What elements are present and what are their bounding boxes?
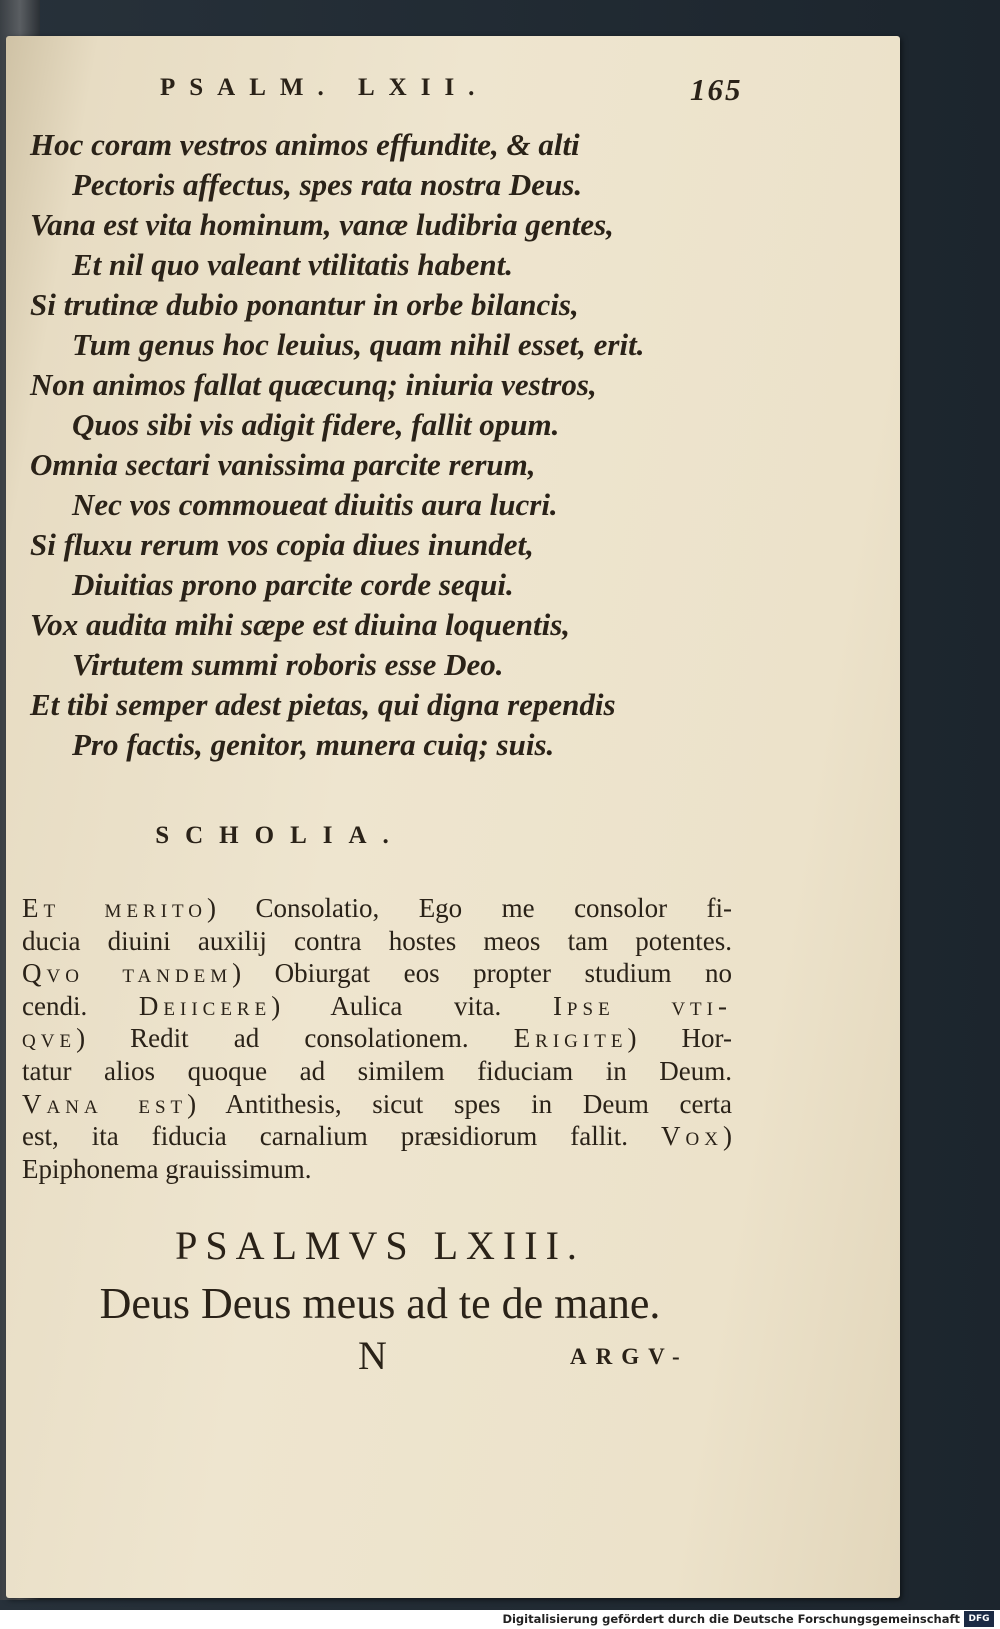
- lemma: qve: [22, 1023, 77, 1054]
- lemma: Qvo tandem: [22, 958, 233, 989]
- verse-line: Pectoris affectus, spes rata nostra Deus.: [72, 167, 583, 202]
- gloss: ) Redit ad consolationem.: [76, 1023, 514, 1054]
- running-head-title: PSALM. LXII.: [160, 74, 489, 101]
- scholia-line: [22, 925, 732, 958]
- verse-line: Diuitias prono parcite corde sequi.: [72, 567, 514, 602]
- gloss: est, ita fiducia carnalium præsidiorum fallit.: [22, 1121, 662, 1152]
- scholia-heading: SCHOLIA.: [155, 822, 405, 849]
- psalm-title: PSALMVS LXIII.: [175, 1223, 585, 1268]
- drop-capital: N: [358, 1333, 387, 1378]
- gloss: ducia diuini auxilij contra hostes meos tam potentes.: [22, 925, 732, 956]
- scholia-line: [22, 1055, 732, 1088]
- catchword: ARGV-: [570, 1344, 689, 1369]
- verse-line: Si fluxu rerum vos copia diues inundet,: [30, 527, 534, 562]
- gloss: ) Obiurgat eos propter studium no: [232, 958, 732, 989]
- gloss: ) Hor-: [627, 1023, 732, 1054]
- verse-line: Virtutem summi roboris esse Deo.: [72, 647, 504, 682]
- verse-line: Vana est vita hominum, vanæ ludibria gentes,: [30, 207, 614, 242]
- poem: [30, 125, 750, 765]
- gloss: Epiphonema grauissimum.: [22, 1153, 312, 1184]
- gloss: ) Consolatio, Ego me consolor fi-: [207, 893, 732, 923]
- gloss: ) Antithesis, sicut spes in Deum certa: [187, 1088, 732, 1119]
- verse-line: Tum genus hoc leuius, quam nihil esset, erit.: [72, 327, 645, 362]
- gloss: cendi.: [22, 990, 139, 1021]
- lemma: Et merito: [22, 893, 208, 923]
- scholia-line: [22, 1120, 732, 1153]
- lemma: Ipse vti-: [552, 990, 732, 1021]
- verse-line: Omnia sectari vanissima parcite rerum,: [30, 447, 536, 482]
- gloss: ): [723, 1121, 732, 1152]
- verse-line: Pro factis, genitor, munera cuiq; suis.: [72, 727, 555, 762]
- verse-line: Vox audita mihi sæpe est diuina loquentis,: [30, 607, 571, 642]
- footer-credit: Digitalisierung gefördert durch die Deutsche Forschungsgemeinschaft: [502, 1612, 960, 1626]
- scholia-line: [22, 1022, 732, 1055]
- verse-line: Et tibi semper adest pietas, qui digna rependis: [30, 687, 616, 722]
- verse-line: Quos sibi vis adigit fidere, fallit opum.: [72, 407, 560, 442]
- psalm-incipit: Deus Deus meus ad te de mane.: [99, 1279, 661, 1328]
- running-head: [160, 74, 860, 114]
- gloss: tatur alios quoque ad similem fiduciam in Deum.: [22, 1055, 732, 1086]
- scholia-line: [22, 892, 732, 925]
- scholia-line: [22, 1088, 732, 1121]
- lemma: Vana est: [22, 1088, 188, 1119]
- lemma: Erigite: [513, 1023, 628, 1054]
- scholia-body: [22, 892, 732, 1185]
- dfg-logo-icon: DFG: [964, 1611, 994, 1627]
- verse-line: Hoc coram vestros animos effundite, & alti: [30, 127, 580, 162]
- lemma: Vox: [661, 1121, 723, 1152]
- scholia-line: [22, 957, 732, 990]
- scholia-line: [22, 1153, 732, 1186]
- verse-line: Si trutinæ dubio ponantur in orbe bilancis,: [30, 287, 579, 322]
- gloss: ) Aulica vita.: [271, 990, 553, 1021]
- verse-line: Non animos fallat quæcunq; iniuria vestros,: [30, 367, 597, 402]
- scholia-line: [22, 990, 732, 1023]
- verse-line: Nec vos commoueat diuitis aura lucri.: [72, 487, 558, 522]
- lemma: Deiicere: [138, 990, 272, 1021]
- page-number: 165: [690, 72, 743, 107]
- verse-line: Et nil quo valeant vtilitatis habent.: [72, 247, 513, 282]
